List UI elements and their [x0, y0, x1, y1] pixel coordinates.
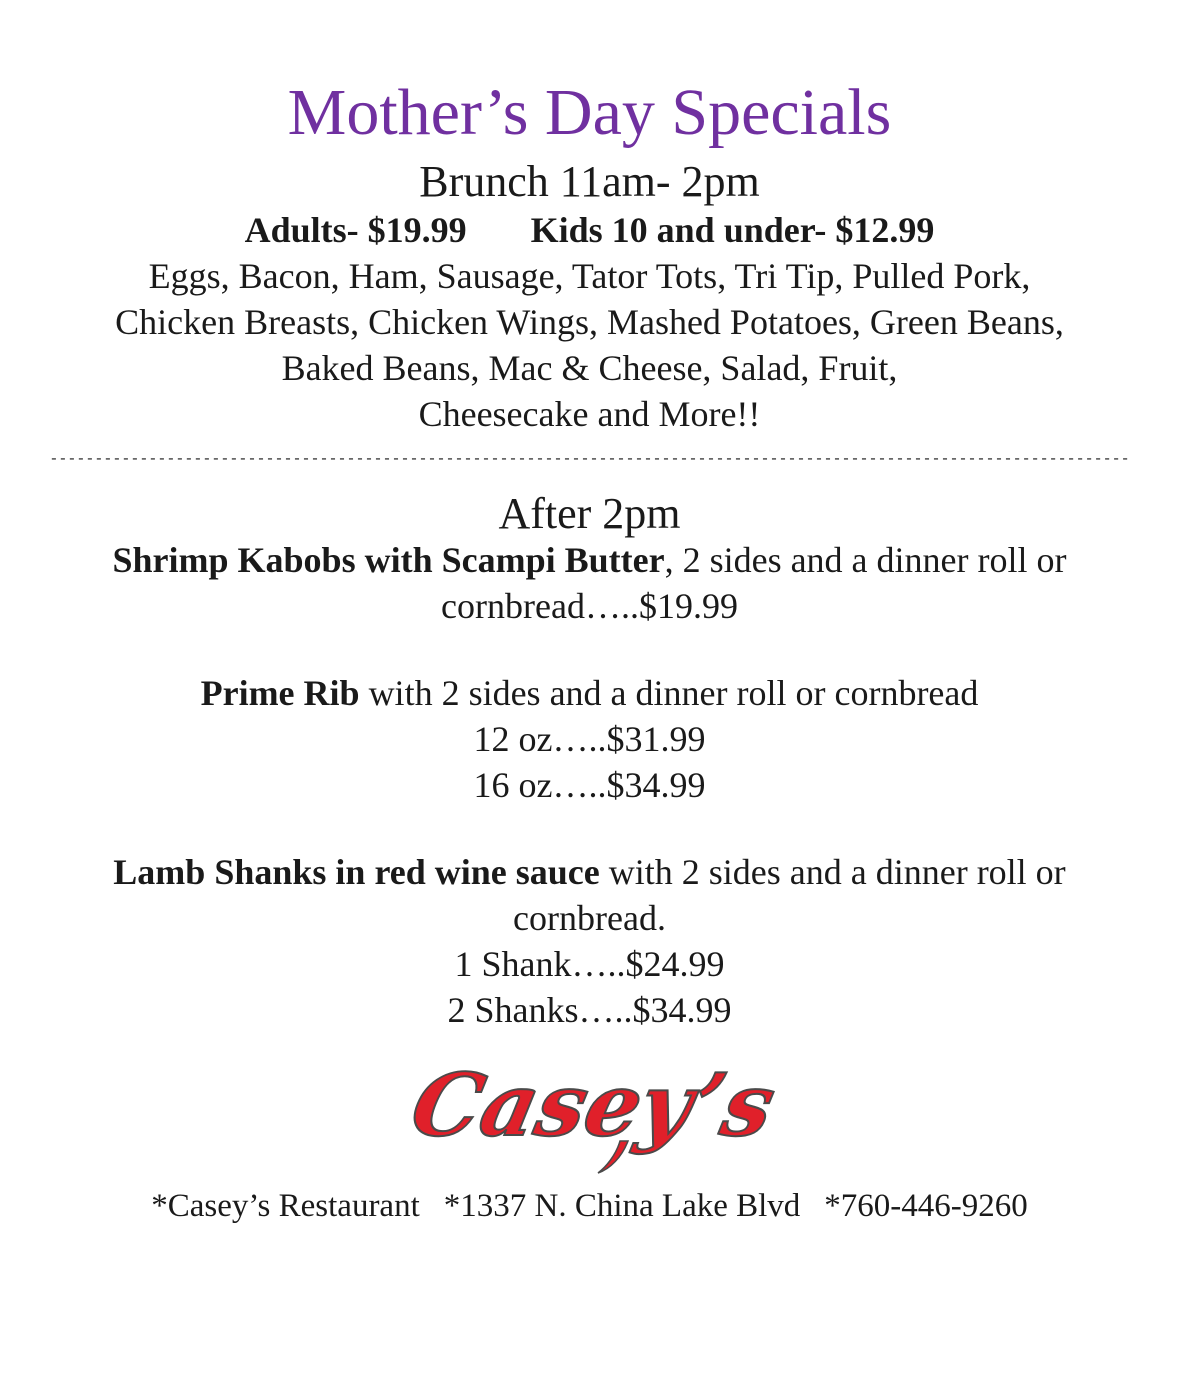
after-heading: After 2pm	[498, 489, 681, 538]
footer-phone: *760-446-9260	[824, 1188, 1028, 1224]
adults-price: Adults- $19.99	[244, 210, 467, 250]
brunch-heading: Brunch 11am- 2pm	[419, 157, 760, 206]
prime-rib-desc: with 2 sides and a dinner roll or cornbread	[359, 673, 979, 713]
prime-rib-option-12oz: 12 oz…..$31.99	[473, 719, 706, 759]
lamb-option-2-shanks: 2 Shanks…..$34.99	[447, 990, 732, 1030]
caseys-logo	[403, 1045, 784, 1180]
lamb-option-1-shank: 1 Shank…..$24.99	[454, 944, 725, 984]
footer-restaurant: *Casey’s Restaurant	[151, 1188, 420, 1224]
caseys-logo-graphic	[403, 1045, 784, 1180]
shrimp-line	[0, 542, 1179, 578]
footer-contact	[0, 1190, 1179, 1223]
section-divider: ------------------------------------------------------------------------------------------------------------------------	[49, 451, 1130, 468]
brunch-items-line-1: Eggs, Bacon, Ham, Sausage, Tator Tots, Tri Tip, Pulled Pork,	[148, 256, 1031, 296]
lamb-desc-2: cornbread.	[513, 898, 666, 938]
footer-address: *1337 N. China Lake Blvd	[443, 1188, 801, 1224]
brunch-items-line-2: Chicken Breasts, Chicken Wings, Mashed Potatoes, Green Beans,	[115, 302, 1064, 342]
prime-rib-option-16oz: 16 oz…..$34.99	[473, 765, 706, 805]
kids-price: Kids 10 and under- $12.99	[530, 210, 935, 250]
lamb-desc: with 2 sides and a dinner roll or	[599, 852, 1066, 892]
shrimp-desc: , 2 sides and a dinner roll or	[664, 540, 1067, 580]
brunch-items-line-3: Baked Beans, Mac & Cheese, Salad, Fruit,	[281, 348, 898, 388]
lamb-line	[0, 854, 1179, 890]
prime-rib-name: Prime Rib	[200, 673, 360, 713]
brunch-prices	[0, 212, 1179, 248]
prime-rib-line	[0, 675, 1179, 711]
caseys-logo-text: Casey’s	[403, 1053, 784, 1156]
shrimp-price: cornbread…..$19.99	[441, 586, 738, 626]
lamb-name: Lamb Shanks in red wine sauce	[113, 852, 600, 892]
shrimp-name: Shrimp Kabobs with Scampi Butter	[112, 540, 665, 580]
brunch-items-line-4: Cheesecake and More!!	[418, 394, 761, 434]
page-title: Mother’s Day Specials	[287, 76, 892, 149]
